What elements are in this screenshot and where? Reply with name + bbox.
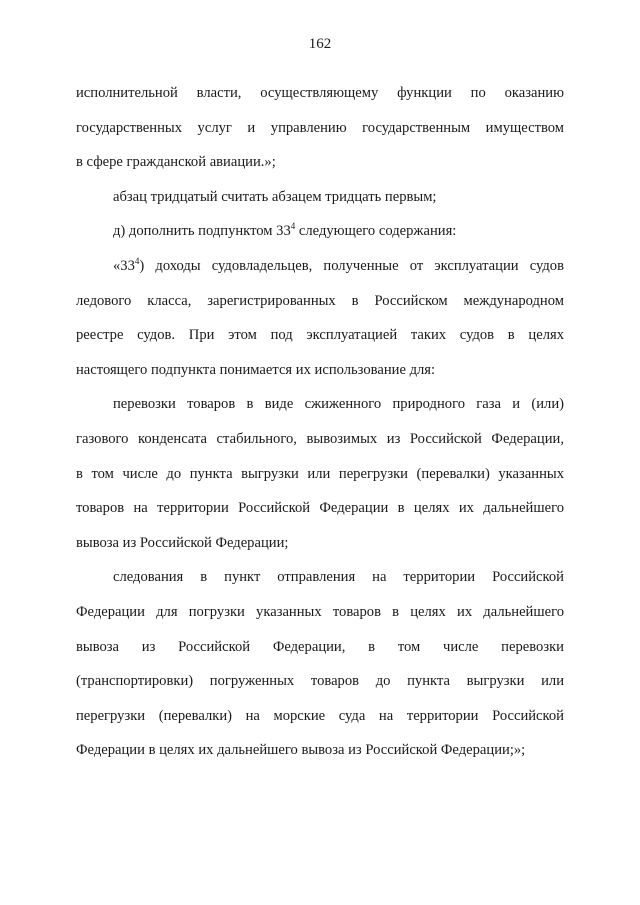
text-fragment: «33: [113, 257, 135, 274]
text-line: вывоза из Российской Федерации, в том числе перевозки: [76, 638, 564, 655]
text-line: настоящего подпункта понимается их использование для:: [76, 361, 436, 378]
document-body: [76, 76, 564, 768]
paragraph-line: перевозки товаров в виде сжиженного природного газа и (или): [113, 396, 564, 413]
text-line: в том числе до пункта выгрузки или перегрузки (перевалки) указанных: [76, 465, 564, 482]
text-line: государственных услуг и управлению государственным имуществом: [76, 119, 564, 136]
text-line: исполнительной власти, осуществляющему функции по оказанию: [76, 85, 564, 101]
paragraph-line: следования в пункт отправления на территории Российской: [113, 569, 564, 586]
text-fragment: д) дополнить подпунктом 33: [113, 223, 291, 240]
paragraph-line: [76, 214, 564, 249]
text-line: перегрузки (перевалки) на морские суда на территории Российской: [76, 707, 564, 724]
paragraph-line: [76, 249, 564, 284]
superscript: 4: [290, 221, 296, 232]
text-line: Федерации в целях их дальнейшего вывоза из Российской Федерации;»;: [76, 742, 526, 759]
text-line: (транспортировки) погруженных товаров до пункта выгрузки или: [76, 673, 564, 690]
text-fragment: ) доходы судовладельцев, полученные от эксплуатации судов: [139, 257, 564, 274]
text-line: Федерации для погрузки указанных товаров в целях их дальнейшего: [76, 603, 564, 620]
text-line: газового конденсата стабильного, вывозимых из Российской Федерации,: [76, 430, 564, 447]
superscript: 4: [134, 255, 140, 266]
text-line: товаров на территории Российской Федерации в целях их дальнейшего: [76, 500, 564, 517]
paragraph-line: абзац тридцатый считать абзацем тридцать первым;: [113, 188, 437, 205]
text-line: реестре судов. При этом под эксплуатацией таких судов в целях: [76, 327, 564, 344]
text-line: ледового класса, зарегистрированных в Российском международном: [76, 292, 564, 309]
text-line: в сфере гражданской авиации.»;: [76, 154, 276, 171]
text-fragment: следующего содержания:: [295, 223, 457, 240]
page-number: 162: [308, 36, 332, 52]
text-line: вывоза из Российской Федерации;: [76, 534, 289, 551]
